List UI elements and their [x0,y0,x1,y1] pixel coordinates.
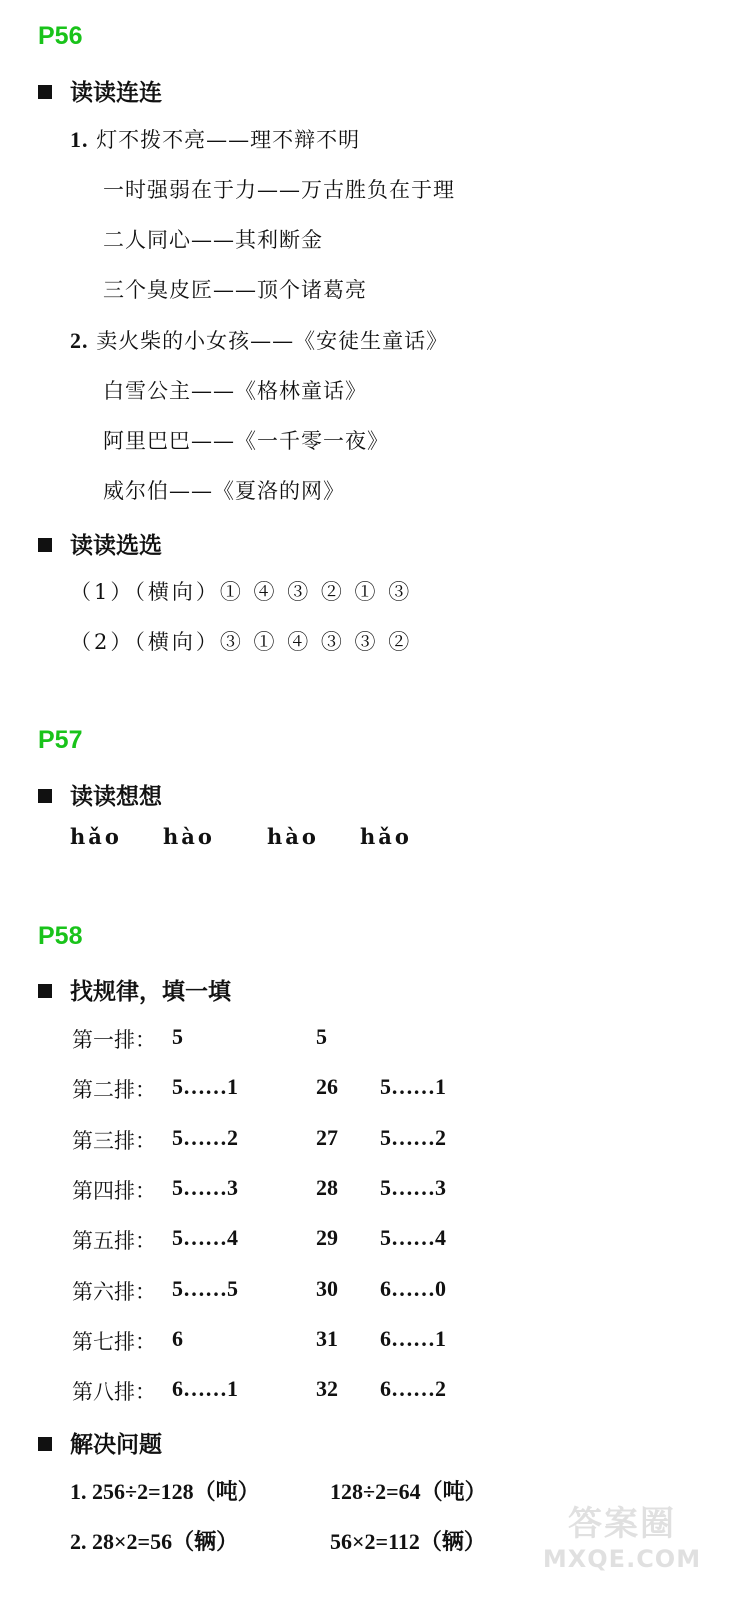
page-label-p57: P57 [38,726,83,754]
section-heading-read-think [38,778,162,811]
heading-text: 解决问题 [70,1432,162,1458]
row-label: 第四排： [72,1178,156,1203]
solution-right: 56×2=112（辆） [330,1529,486,1554]
section-heading-find-pattern [38,973,231,1006]
bullet-icon [38,984,52,998]
row-value-a: 5……2 [172,1124,238,1150]
bullet-icon [38,538,52,552]
row-value-b: 6……0 [380,1275,446,1301]
solution-left: 1. 256÷2=128（吨） [70,1479,260,1504]
bullet-icon [38,789,52,803]
section-heading-solve-problems [38,1426,162,1459]
section-heading-read-connect [38,74,162,107]
row-number: 29 [316,1225,338,1251]
pinyin-answer: hào [163,824,215,849]
answer-line: 威尔伯——《夏洛的网》 [103,479,345,503]
row-number: 28 [316,1174,338,1200]
row-number: 5 [316,1024,327,1049]
row-value-a: 5 [172,1024,183,1049]
row-value-b: 5……4 [380,1225,446,1251]
row-value-a: 5……5 [172,1275,238,1301]
question-number: 1. [70,127,89,152]
row-value-b: 5……2 [380,1124,446,1150]
row-value-b: 6……1 [380,1325,446,1351]
row-label: 第五排： [72,1229,156,1254]
row-label: 第一排： [72,1028,156,1052]
choice-row: （1）（横向）① ④ ③ ② ① ③ [70,580,413,604]
pinyin-answer: hǎo [70,824,122,849]
bullet-icon [38,85,52,99]
heading-text: 读读连连 [70,80,162,106]
solution-right: 128÷2=64（吨） [330,1479,487,1504]
row-label: 第七排： [72,1329,156,1354]
answer-line: 三个臭皮匠——顶个诸葛亮 [103,278,367,302]
answer-line: 二人同心——其利断金 [103,228,323,252]
section-heading-read-choose [38,527,162,560]
answer-line [70,325,448,355]
row-number: 26 [316,1074,338,1100]
answer-line: 阿里巴巴——《一千零一夜》 [103,429,389,453]
answer-text: 灯不拨不亮——理不辩不明 [96,128,361,152]
row-value-a: 6……1 [172,1376,238,1402]
watermark-logo [527,1496,717,1586]
row-value-b: 5……3 [380,1174,446,1200]
row-value-a: 5……4 [172,1225,238,1251]
row-value-a: 5……3 [172,1174,238,1200]
row-number: 27 [316,1124,338,1150]
heading-text: 读读想想 [70,784,162,810]
choice-row: （2）（横向）③ ① ④ ③ ③ ② [70,630,413,654]
watermark-url: MXQE.COM [542,1545,702,1573]
row-label: 第八排： [72,1380,156,1405]
question-number: 2. [70,328,89,353]
answer-line: 一时强弱在于力——万古胜负在于理 [103,178,455,202]
row-value-b: 6……2 [380,1376,446,1402]
row-value-a: 5……1 [172,1074,238,1100]
row-label: 第二排： [72,1078,156,1103]
row-value-b: 5……1 [380,1074,446,1100]
row-number: 30 [316,1275,338,1301]
pinyin-answer: hào [267,824,319,849]
row-number: 31 [316,1325,338,1351]
row-number: 32 [316,1376,338,1402]
row-label: 第三排： [72,1128,156,1153]
solution-left: 2. 28×2=56（辆） [70,1529,239,1554]
heading-text: 读读选选 [70,533,162,559]
answer-line [70,124,360,154]
bullet-icon [38,1437,52,1451]
page-label-p58: P58 [38,922,83,950]
page-label-p56: P56 [38,22,83,50]
answer-line: 白雪公主——《格林童话》 [103,379,367,403]
answer-text: 卖火柴的小女孩——《安徒生童话》 [96,329,449,353]
heading-text: 找规律，填一填 [70,979,231,1005]
row-value-a: 6 [172,1325,183,1351]
pinyin-answer: hǎo [360,824,412,849]
watermark-text: 答案圈 [568,1504,676,1544]
row-label: 第六排： [72,1279,156,1304]
